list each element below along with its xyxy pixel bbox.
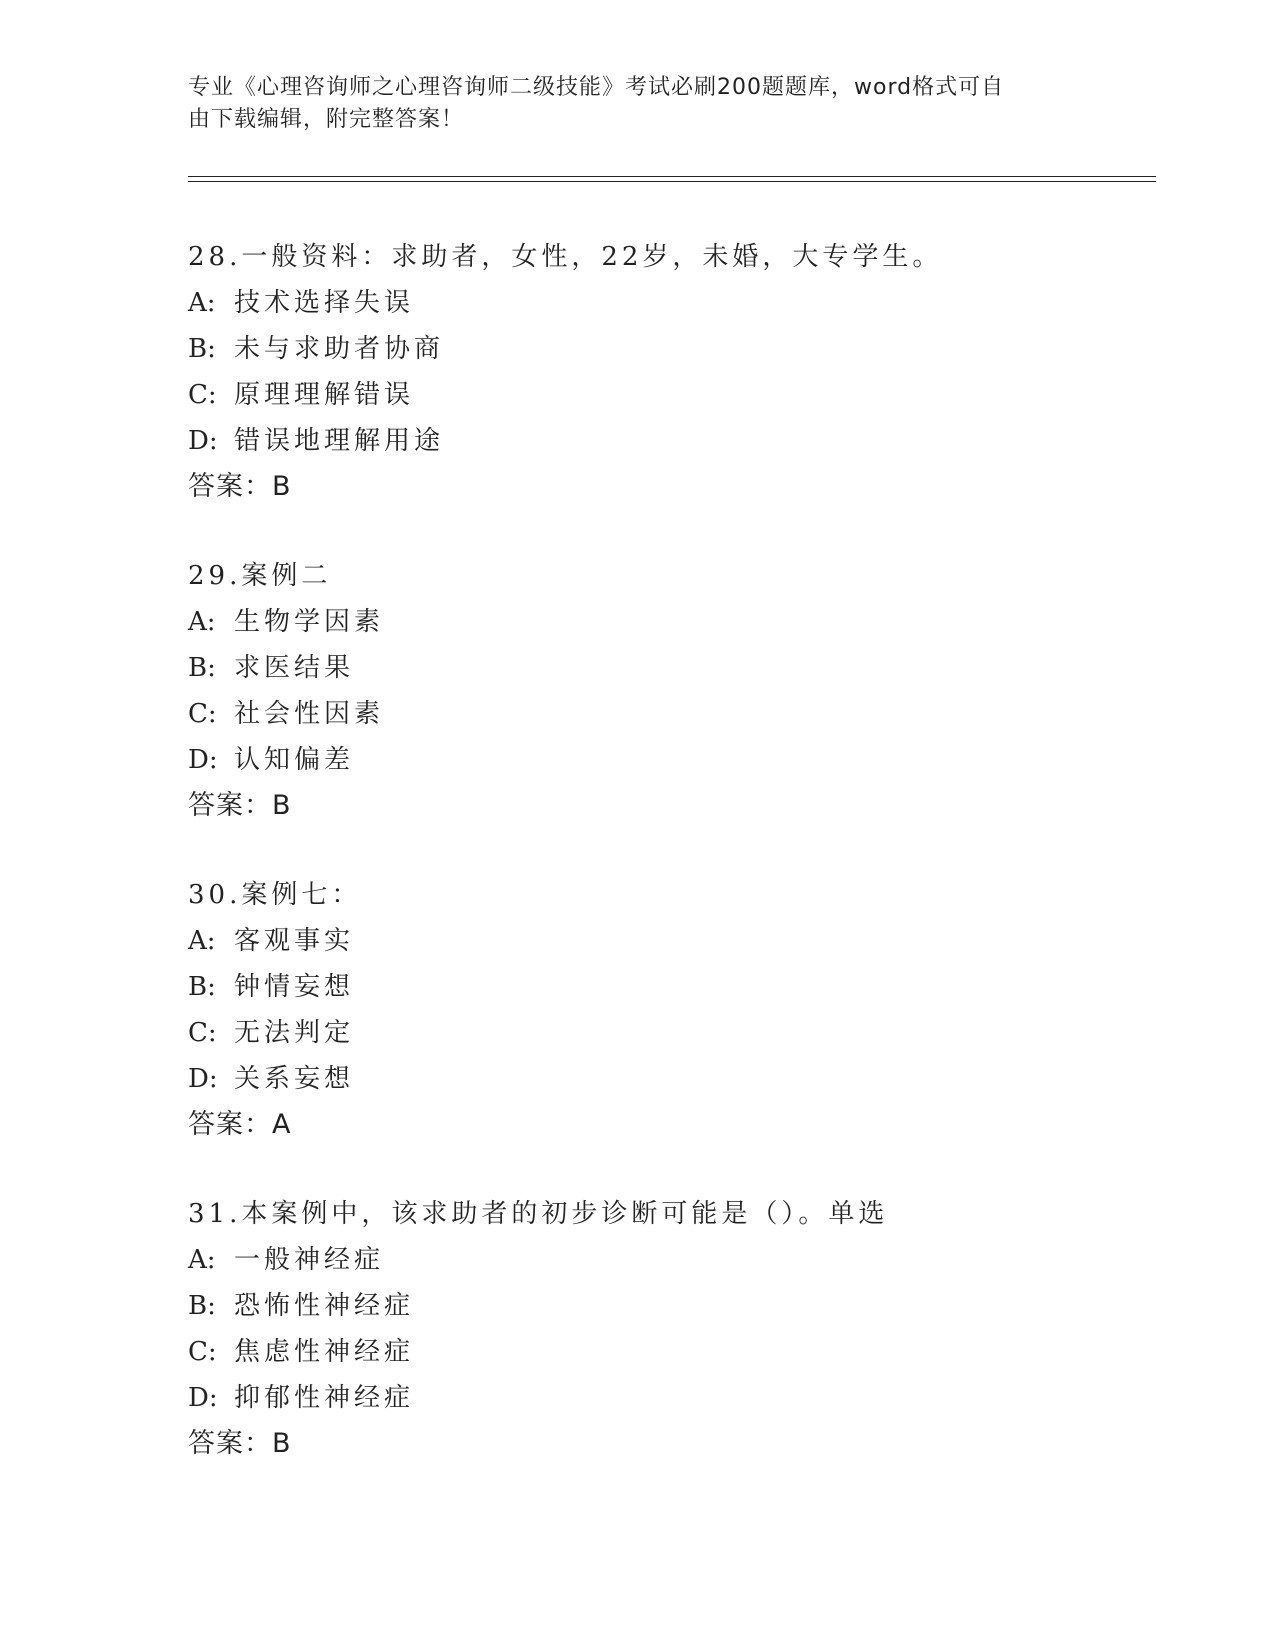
option-key: B:	[188, 1291, 216, 1321]
option-d	[188, 1375, 1148, 1421]
option-a	[188, 280, 1148, 326]
answer-line: 答案：B	[188, 1428, 292, 1459]
option-key: A:	[188, 607, 216, 637]
question-item	[188, 1191, 1148, 1467]
option-key: D:	[188, 745, 218, 775]
option-text: 求医结果	[234, 653, 355, 683]
option-text: 抑郁性神经症	[234, 1383, 415, 1413]
option-a	[188, 1237, 1148, 1283]
option-b	[188, 645, 1148, 691]
question-stem: 31.本案例中，该求助者的初步诊断可能是（）。单选	[188, 1199, 889, 1229]
header-line-1: 专业《心理咨询师之心理咨询师二级技能》考试必刷200题题库，word格式可自	[188, 75, 1005, 100]
option-a	[188, 918, 1148, 964]
option-key: B:	[188, 972, 216, 1002]
option-text: 钟情妄想	[234, 972, 355, 1002]
option-text: 原理理解错误	[234, 380, 415, 410]
option-key: C:	[188, 380, 217, 410]
answer-line: 答案：A	[188, 1109, 292, 1140]
option-b	[188, 326, 1148, 372]
option-key: D:	[188, 1064, 218, 1094]
option-d	[188, 737, 1148, 783]
option-text: 社会性因素	[234, 699, 385, 729]
option-text: 恐怖性神经症	[234, 1291, 415, 1321]
option-key: B:	[188, 653, 216, 683]
question-item	[188, 553, 1148, 829]
question-list	[188, 234, 1148, 1510]
answer-line: 答案：B	[188, 790, 292, 821]
option-key: C:	[188, 1018, 217, 1048]
header-divider-top	[188, 176, 1156, 177]
option-text: 错误地理解用途	[234, 426, 445, 456]
option-key: B:	[188, 334, 216, 364]
option-key: C:	[188, 1337, 217, 1367]
option-c	[188, 372, 1148, 418]
option-text: 关系妄想	[234, 1064, 355, 1094]
option-key: A:	[188, 1245, 216, 1275]
option-c	[188, 1329, 1148, 1375]
option-b	[188, 1283, 1148, 1329]
option-text: 焦虑性神经症	[234, 1337, 415, 1367]
header-line-2: 由下载编辑，附完整答案！	[188, 107, 465, 132]
option-a	[188, 599, 1148, 645]
question-stem: 29.案例二	[188, 561, 332, 591]
option-key: D:	[188, 1383, 218, 1413]
option-text: 一般神经症	[234, 1245, 385, 1275]
option-key: A:	[188, 288, 216, 318]
header-divider-bottom	[188, 181, 1156, 182]
option-c	[188, 691, 1148, 737]
option-key: D:	[188, 426, 218, 456]
option-key: C:	[188, 699, 217, 729]
option-c	[188, 1010, 1148, 1056]
option-d	[188, 1056, 1148, 1102]
question-item	[188, 872, 1148, 1148]
option-text: 技术选择失误	[234, 288, 415, 318]
option-d	[188, 418, 1148, 464]
document-header	[188, 72, 1088, 136]
option-text: 客观事实	[234, 926, 355, 956]
question-stem: 30.案例七：	[188, 880, 362, 910]
option-text: 认知偏差	[234, 745, 355, 775]
option-b	[188, 964, 1148, 1010]
question-item	[188, 234, 1148, 510]
option-text: 未与求助者协商	[234, 334, 445, 364]
question-stem: 28.一般资料：求助者，女性，22岁，未婚，大专学生。	[188, 242, 943, 272]
option-text: 无法判定	[234, 1018, 355, 1048]
option-text: 生物学因素	[234, 607, 385, 637]
option-key: A:	[188, 926, 216, 956]
answer-line: 答案：B	[188, 471, 292, 502]
